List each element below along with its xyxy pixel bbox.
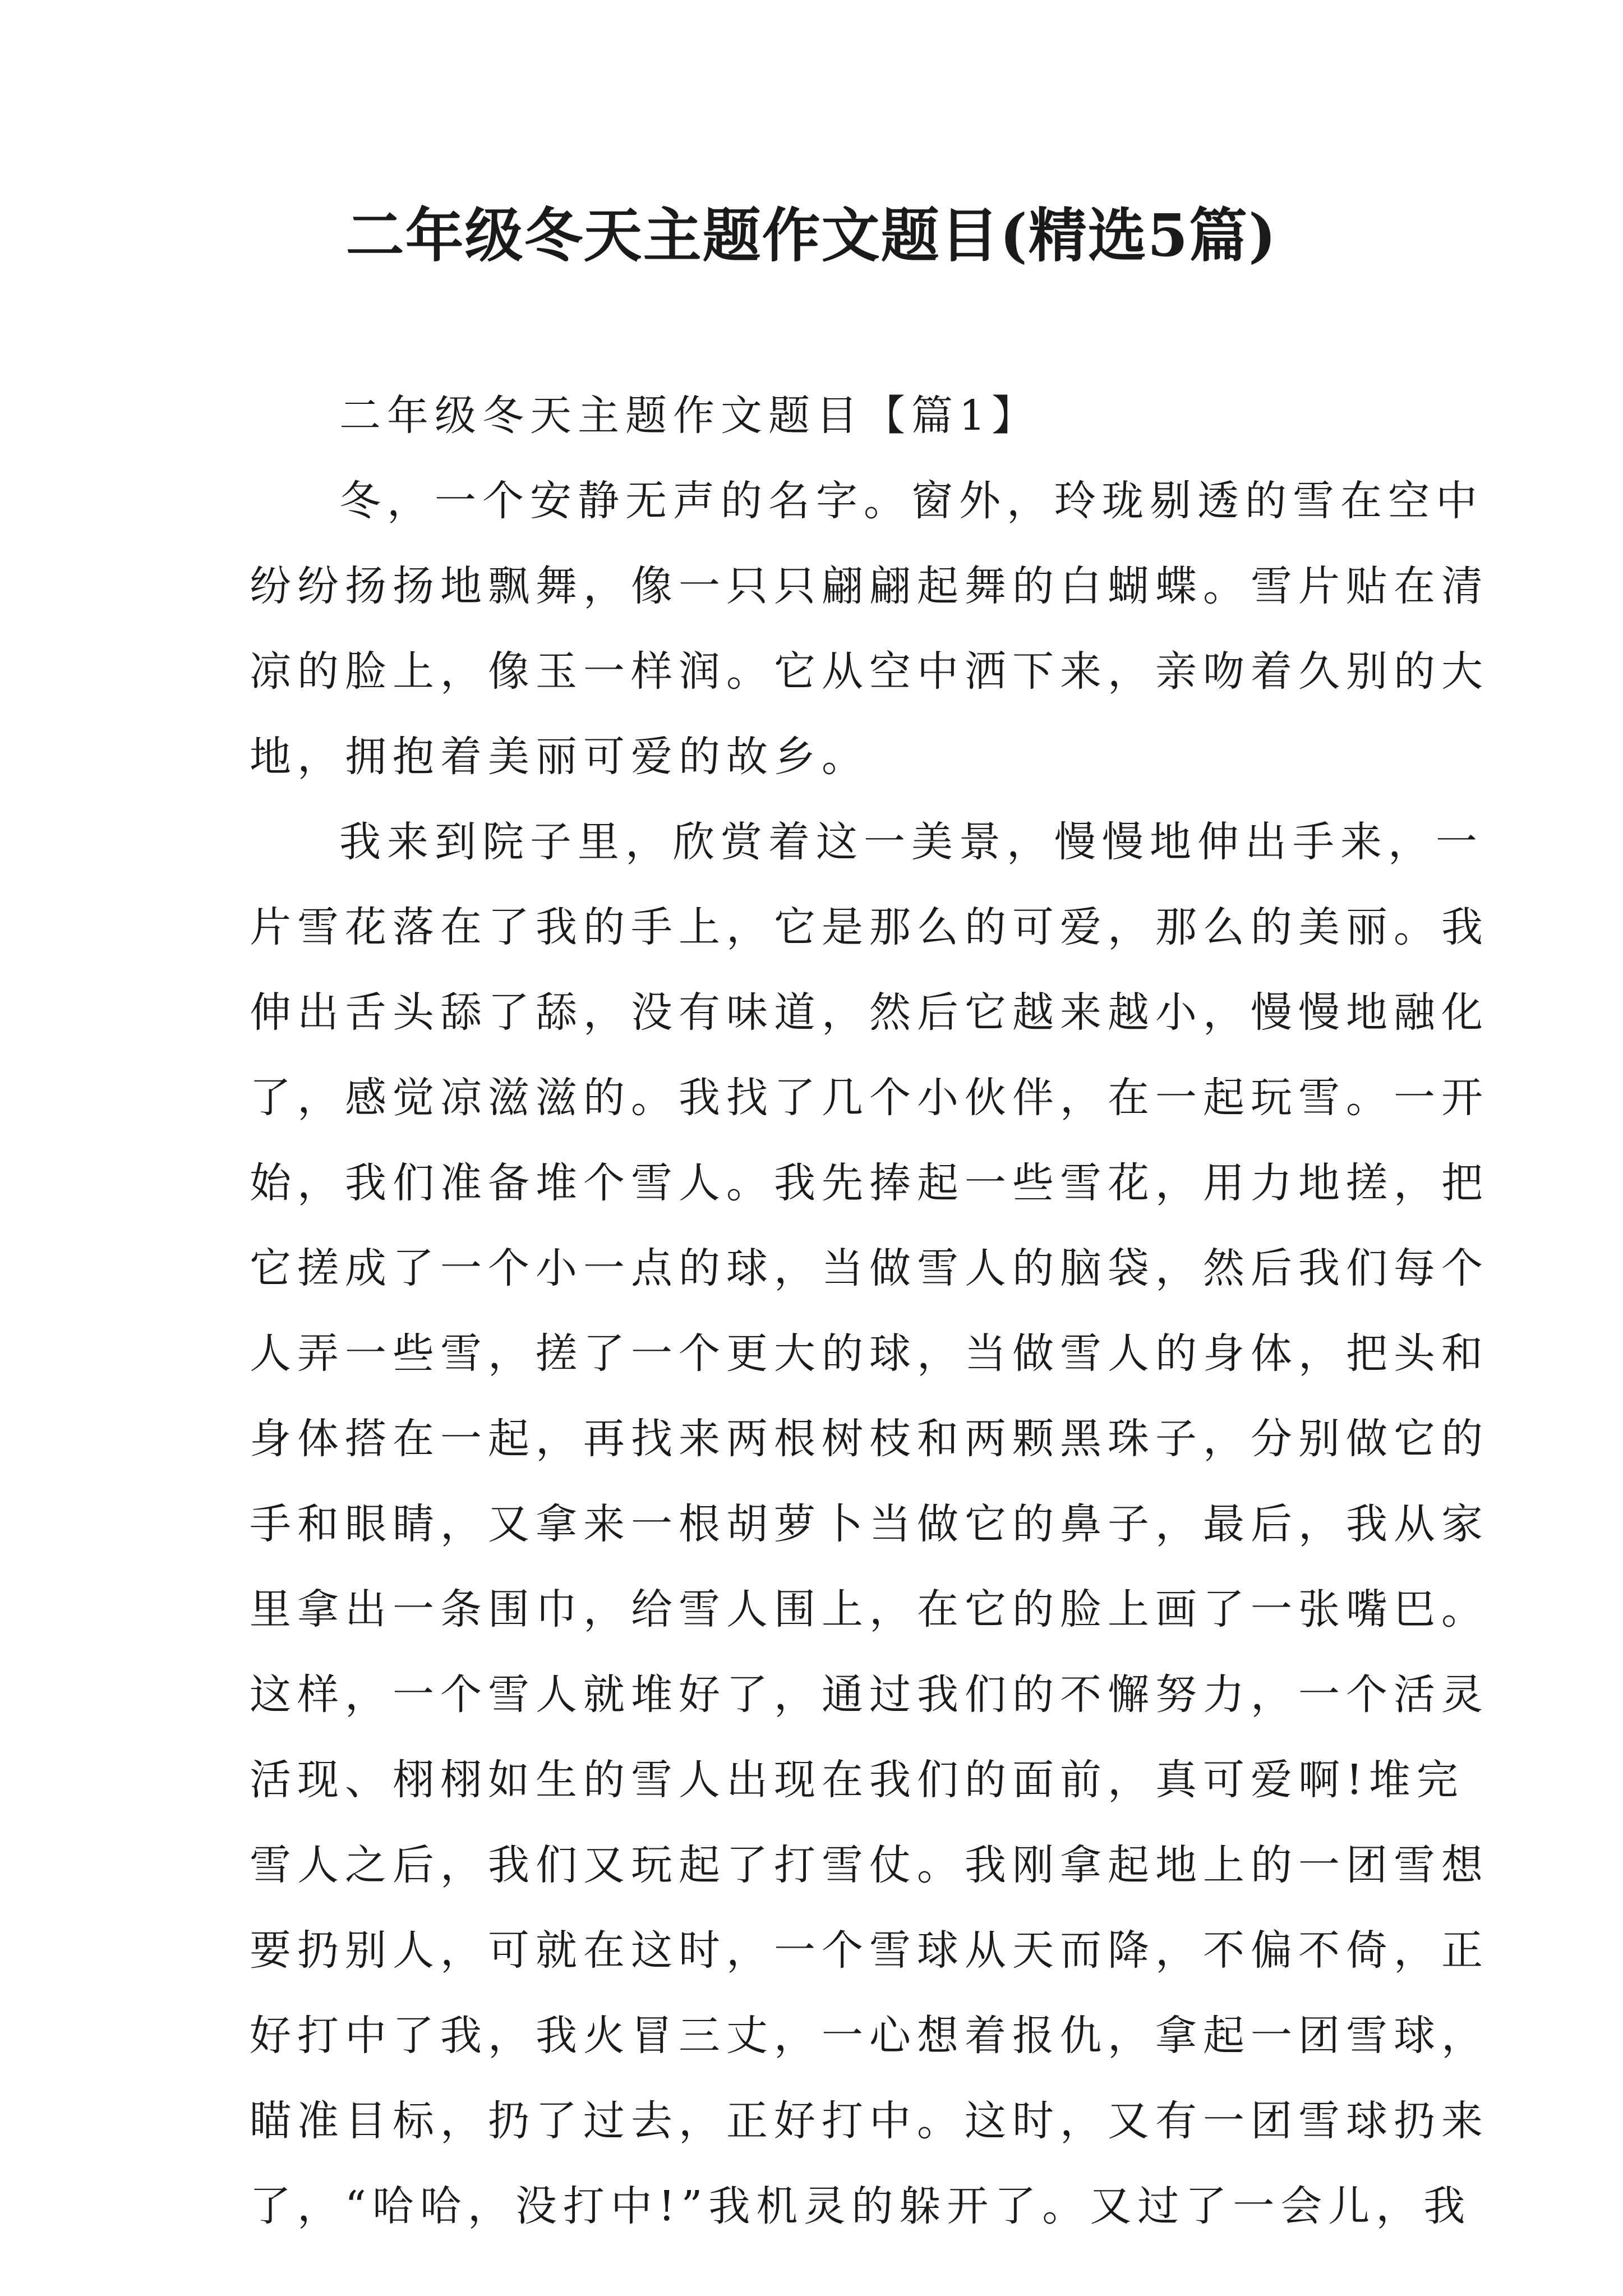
paragraph-line: 里拿出一条围巾，给雪人围上，在它的脸上画了一张嘴巴。 [250,1585,1489,1634]
paragraph-line: 它搓成了一个小一点的球，当做雪人的脑袋，然后我们每个 [250,1244,1489,1292]
document-title: 二年级冬天主题作文题目(精选5篇) [345,201,1278,270]
document-body [250,373,1489,2249]
paragraph-line: 要扔别人，可就在这时，一个雪球从天而降，不偏不倚，正 [250,1926,1489,1975]
paragraph-line: 身体搭在一起，再找来两根树枝和两颗黑珠子，分别做它的 [250,1415,1489,1463]
paragraph-line: 凉的脸上，像玉一样润。它从空中洒下来，亲吻着久别的大 [250,647,1489,696]
paragraph-line: 雪人之后，我们又玩起了打雪仗。我刚拿起地上的一团雪想 [250,1841,1489,1889]
paragraph-line: 伸出舌头舔了舔，没有味道，然后它越来越小，慢慢地融化 [250,988,1489,1037]
paragraph-line: 活现、栩栩如生的雪人出现在我们的面前，真可爱啊!堆完 [250,1756,1464,1804]
paragraph-line: 手和眼睛，又拿来一根胡萝卜当做它的鼻子，最后，我从家 [250,1500,1489,1548]
paragraph-line: 始，我们准备堆个雪人。我先捧起一些雪花，用力地搓，把 [250,1159,1489,1207]
paragraph-line: 我来到院子里，欣赏着这一美景，慢慢地伸出手来，一 [339,818,1483,866]
section-heading: 二年级冬天主题作文题目【篇1】 [339,392,1040,440]
paragraph-line: 这样，一个雪人就堆好了，通过我们的不懈努力，一个活灵 [250,1671,1489,1719]
paragraph-line: 好打中了我，我火冒三丈，一心想着报仇，拿起一团雪球， [250,2012,1489,2060]
paragraph-line: 人弄一些雪，搓了一个更大的球，当做雪人的身体，把头和 [250,1329,1489,1378]
paragraph-line: 了，感觉凉滋滋的。我找了几个小伙伴，在一起玩雪。一开 [250,1074,1489,1122]
paragraph-line: 纷纷扬扬地飘舞，像一只只翩翩起舞的白蝴蝶。雪片贴在清 [250,562,1489,610]
paragraph-line: 冬，一个安静无声的名字。窗外，玲珑剔透的雪在空中 [339,477,1483,525]
paragraph-line: 片雪花落在了我的手上，它是那么的可爱，那么的美丽。我 [250,903,1489,951]
paragraph-line: 地，拥抱着美丽可爱的故乡。 [250,733,869,781]
paragraph-line: 了，“哈哈，没打中!”我机灵的躲开了。又过了一会儿，我 [250,2182,1472,2230]
paragraph-line: 瞄准目标，扔了过去，正好打中。这时，又有一团雪球扔来 [250,2097,1489,2145]
